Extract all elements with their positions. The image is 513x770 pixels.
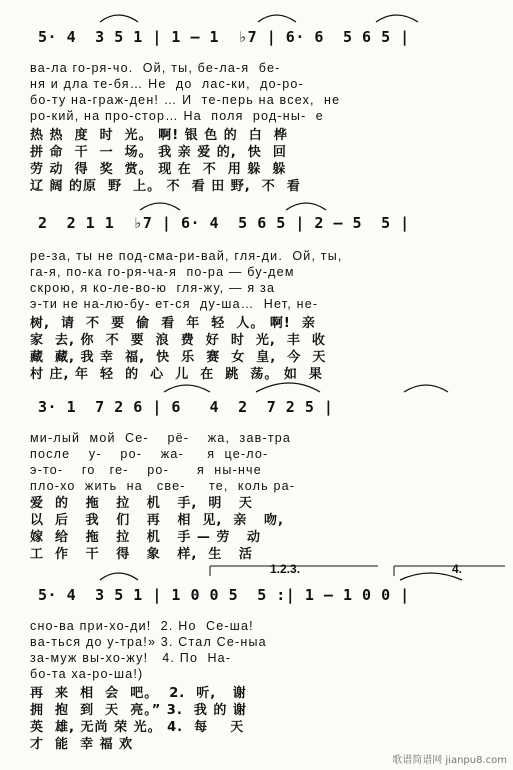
chinese-line: 工 作 干 得 象 样, 生 活 — [30, 547, 253, 562]
chinese-line: 英 雄, 无尚 荣 光。 4. 每 天 — [30, 720, 245, 735]
volta-bracket-label: 1.2.3. — [270, 562, 301, 576]
chinese-line: 嫁 给 拖 拉 机 手 — 劳 动 — [30, 530, 261, 545]
chinese-line: 劳 动 得 奖 赏。 现 在 不 用 躲 躲 — [30, 162, 287, 177]
chinese-line: 再 来 相 会 吧。 2. 听, 谢 — [30, 686, 247, 701]
chinese-lyrics-3 — [0, 496, 513, 579]
chinese-line: 才 能 幸 福 欢 — [30, 737, 134, 752]
chinese-line: 热 热 度 时 光。 啊! 银 色 的 白 桦 — [30, 128, 288, 143]
russian-line: бо-та ха-ро-ша!) — [30, 667, 144, 681]
chinese-line: 拼 命 干 一 场。 我 亲 爱 的, 快 回 — [30, 145, 287, 160]
chinese-line: 村 庄, 年 轻 的 心 儿 在 跳 荡。 如 果 — [30, 367, 323, 382]
russian-line: за-муж вы-хо-жу! 4. По На- — [30, 651, 232, 665]
chinese-line: 以 后 我 们 再 相 见, 亲 吻, — [30, 513, 284, 528]
chinese-lyrics-1 — [0, 128, 513, 211]
notation-line-2: 2 2 1 1 ♭7 | 6· 4 5 6 5 | 2 — 5 5 | — [38, 214, 410, 232]
russian-line: ро-кий, на про-стор… На поля род-ны- е — [30, 109, 324, 123]
russian-line: после у- ро- жа- я це-ло- — [30, 447, 269, 461]
russian-line: скрою, я ко-ле-во-ю гля-жу, — я за — [30, 281, 276, 295]
chinese-line: 家 去, 你 不 要 浪 费 好 时 光, 丰 收 — [30, 333, 326, 348]
notation-line-1: 5· 4 3 5 1 | 1 — 1 ♭7 | 6· 6 5 6 5 | — [38, 28, 410, 46]
russian-line: га-я, по-ка го-ря-ча-я по-ра — бу-дем — [30, 265, 295, 279]
chinese-lyrics-2 — [0, 316, 513, 399]
russian-line: ре-за, ты не под-сма-ри-вай, гля-ди. Ой, ты, — [30, 249, 343, 263]
russian-line: пло-хо жить на све- те, коль ра- — [30, 479, 296, 493]
russian-line: э-то- го ге- ро- я ны-нче — [30, 463, 262, 477]
chinese-line: 树, 请 不 要 偷 看 年 轻 人。 啊! 亲 — [30, 316, 316, 331]
chinese-line: 藏 藏, 我 幸 福, 快 乐 赛 女 皇, 今 天 — [30, 350, 327, 365]
russian-line: ня и дла те-бя… Не до лас-ки, до-ро- — [30, 77, 304, 91]
chinese-line: 拥 抱 到 天 亮。” 3. 我 的 谢 — [30, 703, 247, 718]
russian-line: ва-ться до у-тра!» 3. Стал Се-ныа — [30, 635, 267, 649]
russian-line: бо-ту на-граж-ден! … И те-перь на всех, не — [30, 93, 341, 107]
chinese-line: 爱 的 拖 拉 机 手, 明 天 — [30, 496, 253, 511]
chinese-line: 辽 阔 的原 野 上。 不 看 田 野, 不 看 — [30, 179, 301, 194]
notation-line-4: 5· 4 3 5 1 | 1 0 0 5 5 :| 1 — 1 0 0 | — [38, 586, 410, 604]
russian-line: ми-лый мой Се- рё- жа, зав-тра — [30, 431, 292, 445]
russian-line: э-ти не на-лю-бу- ет-ся ду-ша… Нет, не- — [30, 297, 319, 311]
russian-line: ва-ла го-ря-чо. Ой, ты, бе-ла-я бе- — [30, 61, 281, 75]
volta-bracket-label: 4. — [452, 562, 463, 576]
russian-line: сно-ва при-хо-ди! 2. Но Се-ша! — [30, 619, 254, 633]
site-watermark: 歌谱简谱网 jianpu8.com — [392, 755, 507, 766]
notation-line-3: 3· 1 7 2 6 | 6 4 2 7 2 5 | — [38, 398, 334, 416]
